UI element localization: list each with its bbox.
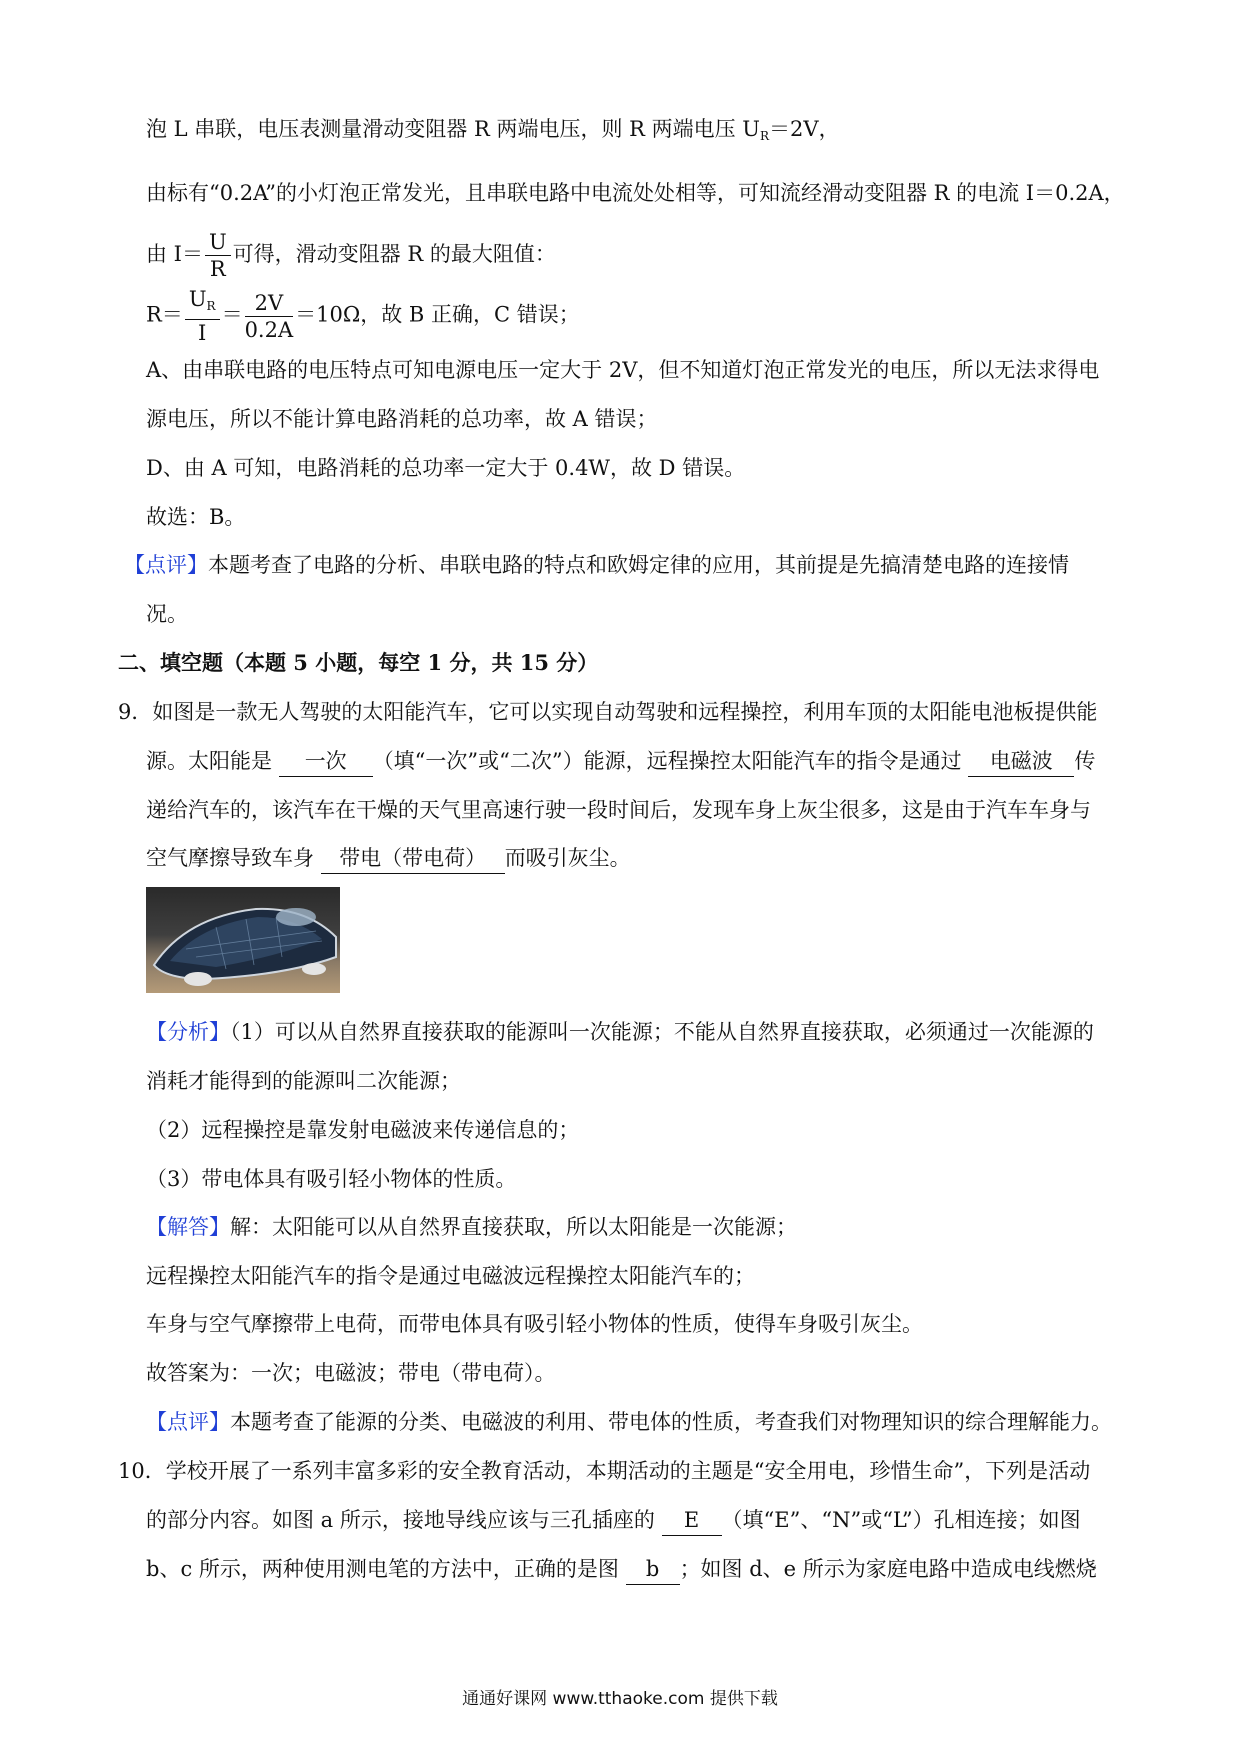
fraction: $\frac{U_R}{I}$	[185, 286, 220, 346]
solution-line: 【解答】解：太阳能可以从自然界直接获取，所以太阳能是一次能源；	[146, 1215, 797, 1239]
text-line: 源电压，所以不能计算电路消耗的总功率，故 A 错误；	[146, 407, 658, 431]
text-line: （3）带电体具有吸引轻小物体的性质。	[146, 1167, 517, 1191]
formula-line: 由 I＝ $\frac{U}{R}$ 可得，滑动变阻器 R 的最大阻值：	[146, 230, 556, 281]
comment-tag: 【点评】	[146, 1410, 230, 1434]
text-line: 车身与空气摩擦带上电荷，而带电体具有吸引轻小物体的性质，使得车身吸引灰尘。	[146, 1312, 923, 1336]
question-9-line: 递给汽车的，该汽车在干燥的天气里高速行驶一段时间后，发现车身上灰尘很多，这是由于汽车车身与	[146, 798, 1091, 822]
text-line: 远程操控太阳能汽车的指令是通过电磁波远程操控太阳能汽车的；	[146, 1264, 755, 1288]
question-9-line: 空气摩擦导致车身 带电（带电荷） 而吸引灰尘。	[146, 843, 631, 874]
answer-blank: E	[662, 1505, 722, 1536]
comment-tag: 【点评】	[124, 553, 208, 577]
text-line: 故选：B。	[146, 505, 246, 529]
page-footer: 通通好课网 www.tthaoke.com 提供下载	[462, 1689, 778, 1709]
section-heading: 二、填空题（本题 5 小题，每空 1 分，共 15 分）	[118, 650, 599, 675]
text-line: 消耗才能得到的能源叫二次能源；	[146, 1069, 461, 1093]
comment-line: 【点评】本题考查了能源的分类、电磁波的利用、带电体的性质，考查我们对物理知识的综合理解能力。	[146, 1410, 1112, 1434]
answer-blank: 带电（带电荷）	[321, 843, 505, 874]
text-line: 泡 L 串联，电压表测量滑动变阻器 R 两端电压，则 R 两端电压 $U_R=2V$，	[146, 117, 840, 143]
comment-line: 【点评】本题考查了电路的分析、串联电路的特点和欧姆定律的应用，其前提是先搞清楚电路的连接情	[124, 553, 1069, 577]
text-line: （2）远程操控是靠发射电磁波来传递信息的；	[146, 1118, 580, 1142]
question-10-line: b、c 所示，两种使用测电笔的方法中，正确的是图 b ；如图 d、e 所示为家庭电路中造成电线燃烧	[146, 1554, 1097, 1585]
analysis-tag: 【分析】	[146, 1020, 230, 1044]
solar-car-image	[146, 887, 340, 993]
text-line: 故答案为：一次；电磁波；带电（带电荷）。	[146, 1361, 556, 1385]
answer-blank: 电磁波	[968, 746, 1074, 777]
text-line: 况。	[146, 602, 188, 626]
solar-car-icon	[146, 887, 340, 993]
text-line: 由标有“0.2A”的小灯泡正常发光，且串联电路中电流处处相等，可知流经滑动变阻器 R 的电流 I＝0.2A，	[146, 181, 1125, 205]
question-10-line: 10．学校开展了一系列丰富多彩的安全教育活动，本期活动的主题是“安全用电，珍惜生命”，下列是活动	[118, 1459, 1091, 1483]
answer-blank: 一次	[279, 746, 373, 777]
fraction: $\frac{2V}{0.2A}$	[244, 290, 294, 342]
question-9-line: 9．如图是一款无人驾驶的太阳能汽车，它可以实现自动驾驶和远程操控，利用车顶的太阳能电池板提供能	[118, 700, 1098, 724]
question-10-line: 的部分内容。如图 a 所示，接地导线应该与三孔插座的 E （填“E”、“N”或“L”）孔相连接；如图	[146, 1505, 1081, 1536]
solution-tag: 【解答】	[146, 1215, 230, 1239]
answer-blank: b	[626, 1554, 680, 1585]
question-9-line: 源。太阳能是 一次 （填“一次”或“二次”）能源，远程操控太阳能汽车的指令是通过 电磁波 传	[146, 746, 1095, 777]
formula-line: R＝ $\frac{U_R}{I}$ ＝ $\frac{2V}{0.2A}$ ＝10Ω，故 B 正确，C 错误；	[146, 287, 580, 345]
fraction: $\frac{U}{R}$	[205, 229, 231, 282]
text-line: A、由串联电路的电压特点可知电源电压一定大于 2V，但不知道灯泡正常发光的电压，所以无法求得电	[146, 358, 1100, 382]
analysis-line: 【分析】（1）可以从自然界直接获取的能源叫一次能源；不能从自然界直接获取，必须通过一次能源的	[146, 1020, 1094, 1044]
text-line: D、由 A 可知，电路消耗的总功率一定大于 0.4W，故 D 错误。	[146, 456, 746, 480]
